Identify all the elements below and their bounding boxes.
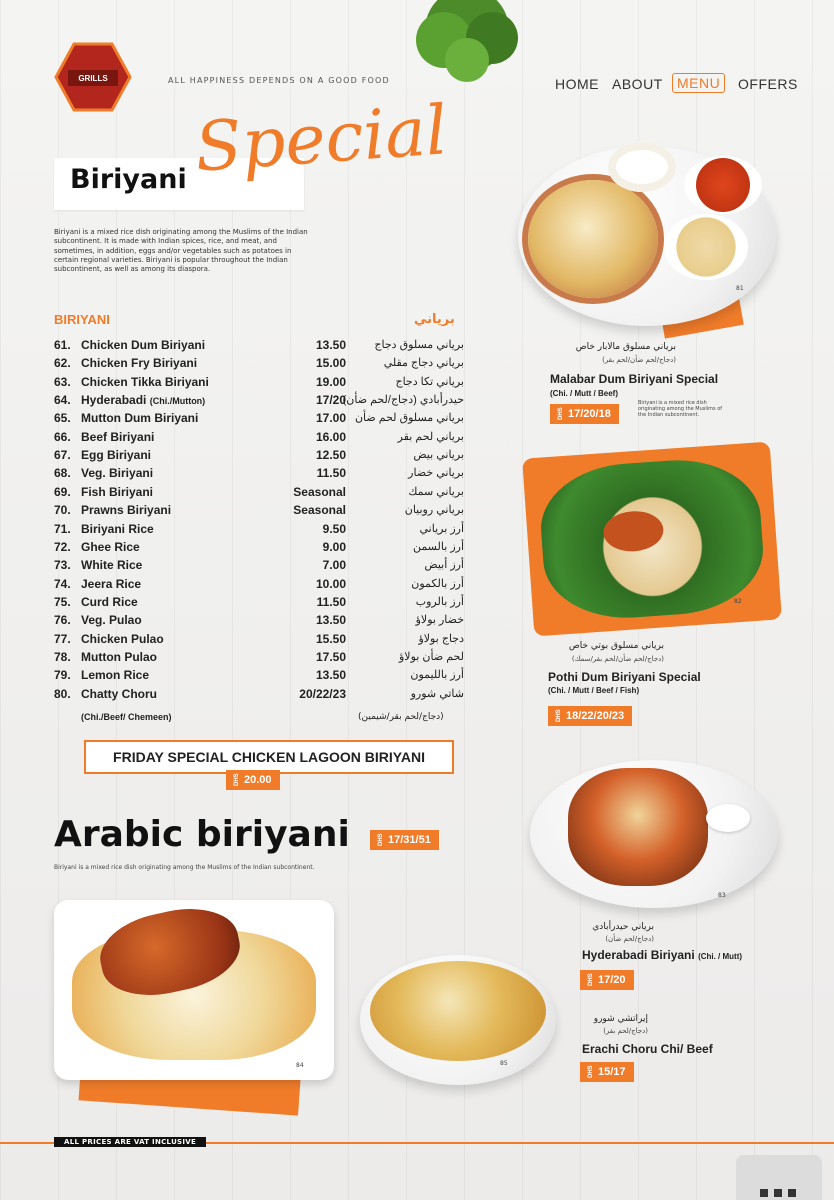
menu-item-number: 63. [54, 374, 71, 389]
restaurant-logo[interactable] [54, 42, 132, 112]
menu-item-price: 9.50 [322, 521, 346, 536]
chatty-choru-note-ar: (دجاج/لحم بقر/شيمين) [358, 712, 444, 722]
menu-item [54, 558, 464, 576]
menu-item [54, 577, 464, 595]
menu-item-number: 74. [54, 576, 71, 591]
hyderabadi-sub-ar: (دجاج/لحم ضأن) [605, 935, 654, 943]
menu-item-number: 79. [54, 668, 71, 683]
menu-item [54, 650, 464, 668]
menu-item-sub: (Chi./Mutton) [149, 396, 206, 407]
menu-item-title: Chicken Dum Biriyani [81, 338, 206, 352]
hyderabadi-title: Hyderabadi Biriyani [582, 948, 695, 962]
menu-item-name-ar: لحم ضأن بولاؤ [399, 650, 464, 663]
hyderabadi-name-en [582, 948, 742, 962]
menu-item-number: 67. [54, 448, 71, 463]
intro-text: Biriyani is a mixed rice dish originating among the Muslims of the Indian subcontinent. It is made with Indian spices, rice, and meat, and sometimes, in addition, eggs and/or vegetables such as potatoes in certain regional varieties. Biriyani is popular throughout the Indian subcontinent, as well as among its diaspora. [54, 228, 308, 274]
menu-item-price: 17.50 [315, 649, 346, 664]
menu-item [54, 595, 464, 613]
menu-item-name [81, 430, 154, 444]
menu-item-name [81, 632, 164, 646]
pothi-sub-en: (Chi. / Mutt / Beef / Fish) [548, 686, 640, 695]
menu-item [54, 338, 464, 356]
menu-item-name-ar: برياني دجاج مقلي [383, 357, 464, 370]
menu-item-price: 20/22/23 [299, 686, 346, 701]
menu-item-number: 80. [54, 686, 71, 701]
menu-item-name-ar: أرز بالسمن [412, 540, 464, 553]
menu-item-number: 70. [54, 503, 71, 518]
menu-item-title: Chicken Tikka Biriyani [81, 374, 209, 389]
tagline: ALL HAPPINESS DEPENDS ON A GOOD FOOD [168, 76, 390, 85]
arabic-price-tag [370, 830, 439, 850]
svg-text:GRILLS: GRILLS [78, 74, 108, 83]
menu-item-price: 12.50 [315, 448, 346, 463]
nav-home[interactable]: HOME [555, 76, 599, 92]
currency-label: DHS [558, 407, 564, 420]
menu-item-price: 11.50 [316, 466, 346, 481]
menu-item-price: 7.00 [322, 558, 346, 573]
menu-item-title: Lemon Rice [81, 668, 150, 683]
menu-item-name-ar: شاتي شورو [410, 687, 464, 700]
menu-item [54, 522, 464, 540]
category-title-en: BIRIYANI [54, 312, 110, 327]
nav-about[interactable]: ABOUT [612, 76, 663, 92]
menu-item-name-ar: أرز أبيض [424, 559, 464, 572]
menu-item-name [81, 485, 153, 499]
menu-item-title: Mutton Pulao [81, 649, 157, 664]
page-title-script: Special [192, 91, 450, 188]
menu-item-name [81, 356, 197, 370]
menu-item-name [81, 577, 141, 591]
menu-item-title: Veg. Biriyani [81, 466, 154, 481]
menu-item-name [81, 375, 209, 389]
menu-item [54, 687, 464, 705]
rice-bowl [360, 955, 556, 1085]
arabic-biriyani-desc: Biriyani is a mixed rice dish originating among the Muslims of the Indian subcontinent. [54, 864, 315, 871]
menu-item-title: Biriyani Rice [81, 521, 154, 536]
hyderabadi-price-tag [580, 970, 634, 990]
menu-item-name-ar: برياني مسلوق دجاج [374, 339, 464, 351]
erachi-price: 15/17 [598, 1066, 626, 1078]
menu-item [54, 632, 464, 650]
menu-item-name-ar: برياني روبيان [404, 504, 464, 517]
nav-offers[interactable]: OFFERS [738, 76, 798, 92]
menu-item-price: Seasonal [293, 484, 346, 499]
malabar-sub-ar: (دجاج/لحم ضأن/لحم بقر) [602, 356, 676, 364]
menu-item [54, 485, 464, 503]
friday-price: 20.00 [244, 774, 272, 786]
malabar-name-en: Malabar Dum Biriyani Special [550, 372, 719, 386]
friday-special-banner: FRIDAY SPECIAL CHICKEN LAGOON BIRIYANI [84, 740, 454, 774]
menu-item-name [81, 522, 154, 536]
menu-item-name-ar: برياني خضار [408, 467, 464, 480]
dish-badge-81: 81 [736, 285, 744, 292]
menu-item-name-ar: أرز بالروب [415, 595, 464, 608]
menu-item-title: Fish Biriyani [81, 484, 154, 499]
menu-item-price: 13.50 [315, 613, 346, 628]
menu-item-name-ar: دجاج بولاؤ [418, 632, 464, 645]
menu-item-name [81, 668, 149, 682]
currency-label: DHS [588, 1065, 594, 1078]
menu-item-title: Prawns Biriyani [81, 503, 172, 518]
dish-badge-82: 82 [734, 598, 742, 605]
menu-item-title: Curd Rice [81, 594, 138, 609]
menu-item-number: 65. [54, 411, 71, 426]
erachi-name-en: Erachi Choru Chi/ Beef [582, 1042, 713, 1056]
vat-note: ALL PRICES ARE VAT INCLUSIVE [54, 1137, 206, 1147]
menu-item-title: Chicken Pulao [81, 631, 164, 646]
menu-item-title: White Rice [81, 558, 143, 573]
hyderabadi-price: 17/20 [598, 974, 626, 986]
hyderabadi-plate [530, 760, 778, 908]
menu-item-price: 10.00 [315, 576, 346, 591]
menu-item [54, 668, 464, 686]
menu-item-title: Beef Biriyani [81, 429, 155, 444]
page-toggle-button[interactable] [736, 1155, 822, 1200]
malabar-sub-en: (Chi. / Mutt / Beef) [550, 389, 618, 398]
menu-item-name [81, 650, 157, 664]
menu-item-number: 62. [54, 356, 71, 371]
menu-item-name-ar: برياني سمك [408, 485, 464, 498]
menu-item-number: 64. [54, 393, 71, 408]
hyderabadi-sub-en: (Chi. / Mutt) [698, 952, 743, 961]
menu-item-name-ar: حيدرأبادي (دجاج/لحم ضأن) [342, 394, 464, 407]
malabar-price-tag [550, 404, 619, 424]
menu-item-title: Mutton Dum Biriyani [81, 411, 199, 426]
menu-item-name-ar: خضار بولاؤ [415, 614, 464, 627]
menu-item-name-ar: برياني لحم بقر [397, 430, 464, 443]
chatty-choru-note-en: (Chi./Beef/ Chemeen) [81, 712, 172, 722]
menu-item [54, 448, 464, 466]
menu-item-price: 13.50 [315, 338, 346, 352]
menu-item [54, 430, 464, 448]
menu-item-name-ar: أرز بالكمون [411, 577, 464, 590]
pothi-wrap [522, 442, 782, 637]
menu-item-number: 61. [54, 338, 71, 352]
pothi-price-tag [548, 706, 632, 726]
malabar-plate [518, 146, 776, 326]
menu-item-number: 72. [54, 539, 71, 554]
menu-item-price: 15.00 [315, 356, 346, 371]
menu-item [54, 540, 464, 558]
menu-item [54, 393, 464, 411]
friday-price-tag [226, 770, 280, 790]
menu-item-name [81, 503, 171, 517]
category-title-ar: برياني [414, 312, 455, 327]
menu-item-number: 76. [54, 613, 71, 628]
menu-item-number: 78. [54, 649, 71, 664]
menu-item [54, 356, 464, 374]
menu-item-price: 9.00 [322, 539, 346, 554]
menu-item-price: 15.50 [315, 631, 346, 646]
menu-item-name [81, 687, 157, 701]
grid-dots-icon [760, 1187, 798, 1197]
pothi-name-en: Pothi Dum Biriyani Special [548, 670, 701, 684]
menu-item-title: Jeera Rice [81, 576, 142, 591]
erachi-sub-ar: (دجاج/لحم بقر) [603, 1027, 648, 1035]
menu-item [54, 613, 464, 631]
page-title: Biriyani [70, 164, 187, 195]
menu-item-name-ar: برياني بيض [413, 449, 464, 462]
dish-badge-85: 85 [500, 1060, 508, 1067]
menu-item-name [81, 466, 153, 480]
menu-item-number: 71. [54, 521, 71, 536]
menu-item-name-ar: برياني تكا دجاج [395, 375, 464, 388]
menu-item [54, 466, 464, 484]
currency-label: DHS [234, 773, 240, 786]
pothi-name-ar: برياني مسلوق بوتي خاص [568, 641, 664, 651]
menu-item-price: 11.50 [316, 594, 346, 609]
menu-item [54, 411, 464, 429]
menu-item-number: 73. [54, 558, 71, 573]
menu-item-number: 68. [54, 466, 71, 481]
menu-item-name-ar: برياني مسلوق لحم ضأن [354, 412, 464, 425]
erachi-name-ar: إيراتشي شورو [593, 1014, 648, 1024]
arabic-price: 17/31/51 [388, 834, 431, 846]
menu-item-name [81, 338, 205, 352]
menu-item-name-ar: أرز بالليمون [410, 669, 464, 682]
menu-item-name [81, 411, 198, 425]
menu-item-number: 77. [54, 631, 71, 646]
menu-item-name [81, 595, 138, 609]
menu-item-name [81, 540, 140, 554]
menu-item-number: 75. [54, 594, 71, 609]
menu-item [54, 375, 464, 393]
menu-item [54, 503, 464, 521]
erachi-price-tag [580, 1062, 634, 1082]
menu-item-name [81, 448, 151, 462]
menu-item-price: 19.00 [315, 374, 346, 389]
menu-item-price: 17.00 [315, 411, 346, 426]
menu-item-title: Veg. Pulao [81, 613, 142, 628]
arabic-biriyani-title: Arabic biriyani [54, 814, 350, 855]
tree-decoration [404, 0, 530, 86]
dish-badge-84: 84 [296, 1062, 304, 1069]
menu-item-title: Ghee Rice [81, 539, 140, 554]
menu-item-price: 16.00 [315, 429, 346, 444]
menu-item-title: Chicken Fry Biriyani [81, 356, 198, 371]
menu-item-name [81, 393, 205, 407]
menu-item-name [81, 558, 142, 572]
currency-label: DHS [556, 709, 562, 722]
arabic-biriyani-platter [54, 900, 334, 1080]
menu-item-number: 69. [54, 484, 71, 499]
menu-item-title: Egg Biriyani [81, 448, 152, 463]
hyderabadi-name-ar: برياني حيدرأبادي [592, 922, 654, 932]
malabar-name-ar: برياني مسلوق مالابار خاص [575, 342, 676, 352]
menu-item-name [81, 613, 142, 627]
menu-item-price: 13.50 [315, 668, 346, 683]
menu-item-number: 66. [54, 429, 71, 444]
dish-badge-83: 83 [718, 892, 726, 899]
menu-item-title: Hyderabadi [81, 393, 147, 408]
menu-item-price: 17/20 [315, 393, 346, 408]
pothi-price: 18/22/20/23 [566, 710, 625, 722]
malabar-desc: Biriyani is a mixed rice dish originating among the Muslims of the Indian subcontinent. [638, 400, 723, 418]
menu-item-price: Seasonal [293, 503, 346, 518]
menu-item-name-ar: أرز برياني [419, 522, 464, 535]
menu-item-title: Chatty Choru [81, 686, 157, 701]
currency-label: DHS [378, 833, 384, 846]
currency-label: DHS [588, 973, 594, 986]
pothi-sub-ar: (دجاج/لحم ضأن/لحم بقر/سمك) [571, 655, 664, 663]
nav-menu[interactable]: MENU [672, 73, 725, 93]
malabar-price: 17/20/18 [568, 408, 611, 420]
